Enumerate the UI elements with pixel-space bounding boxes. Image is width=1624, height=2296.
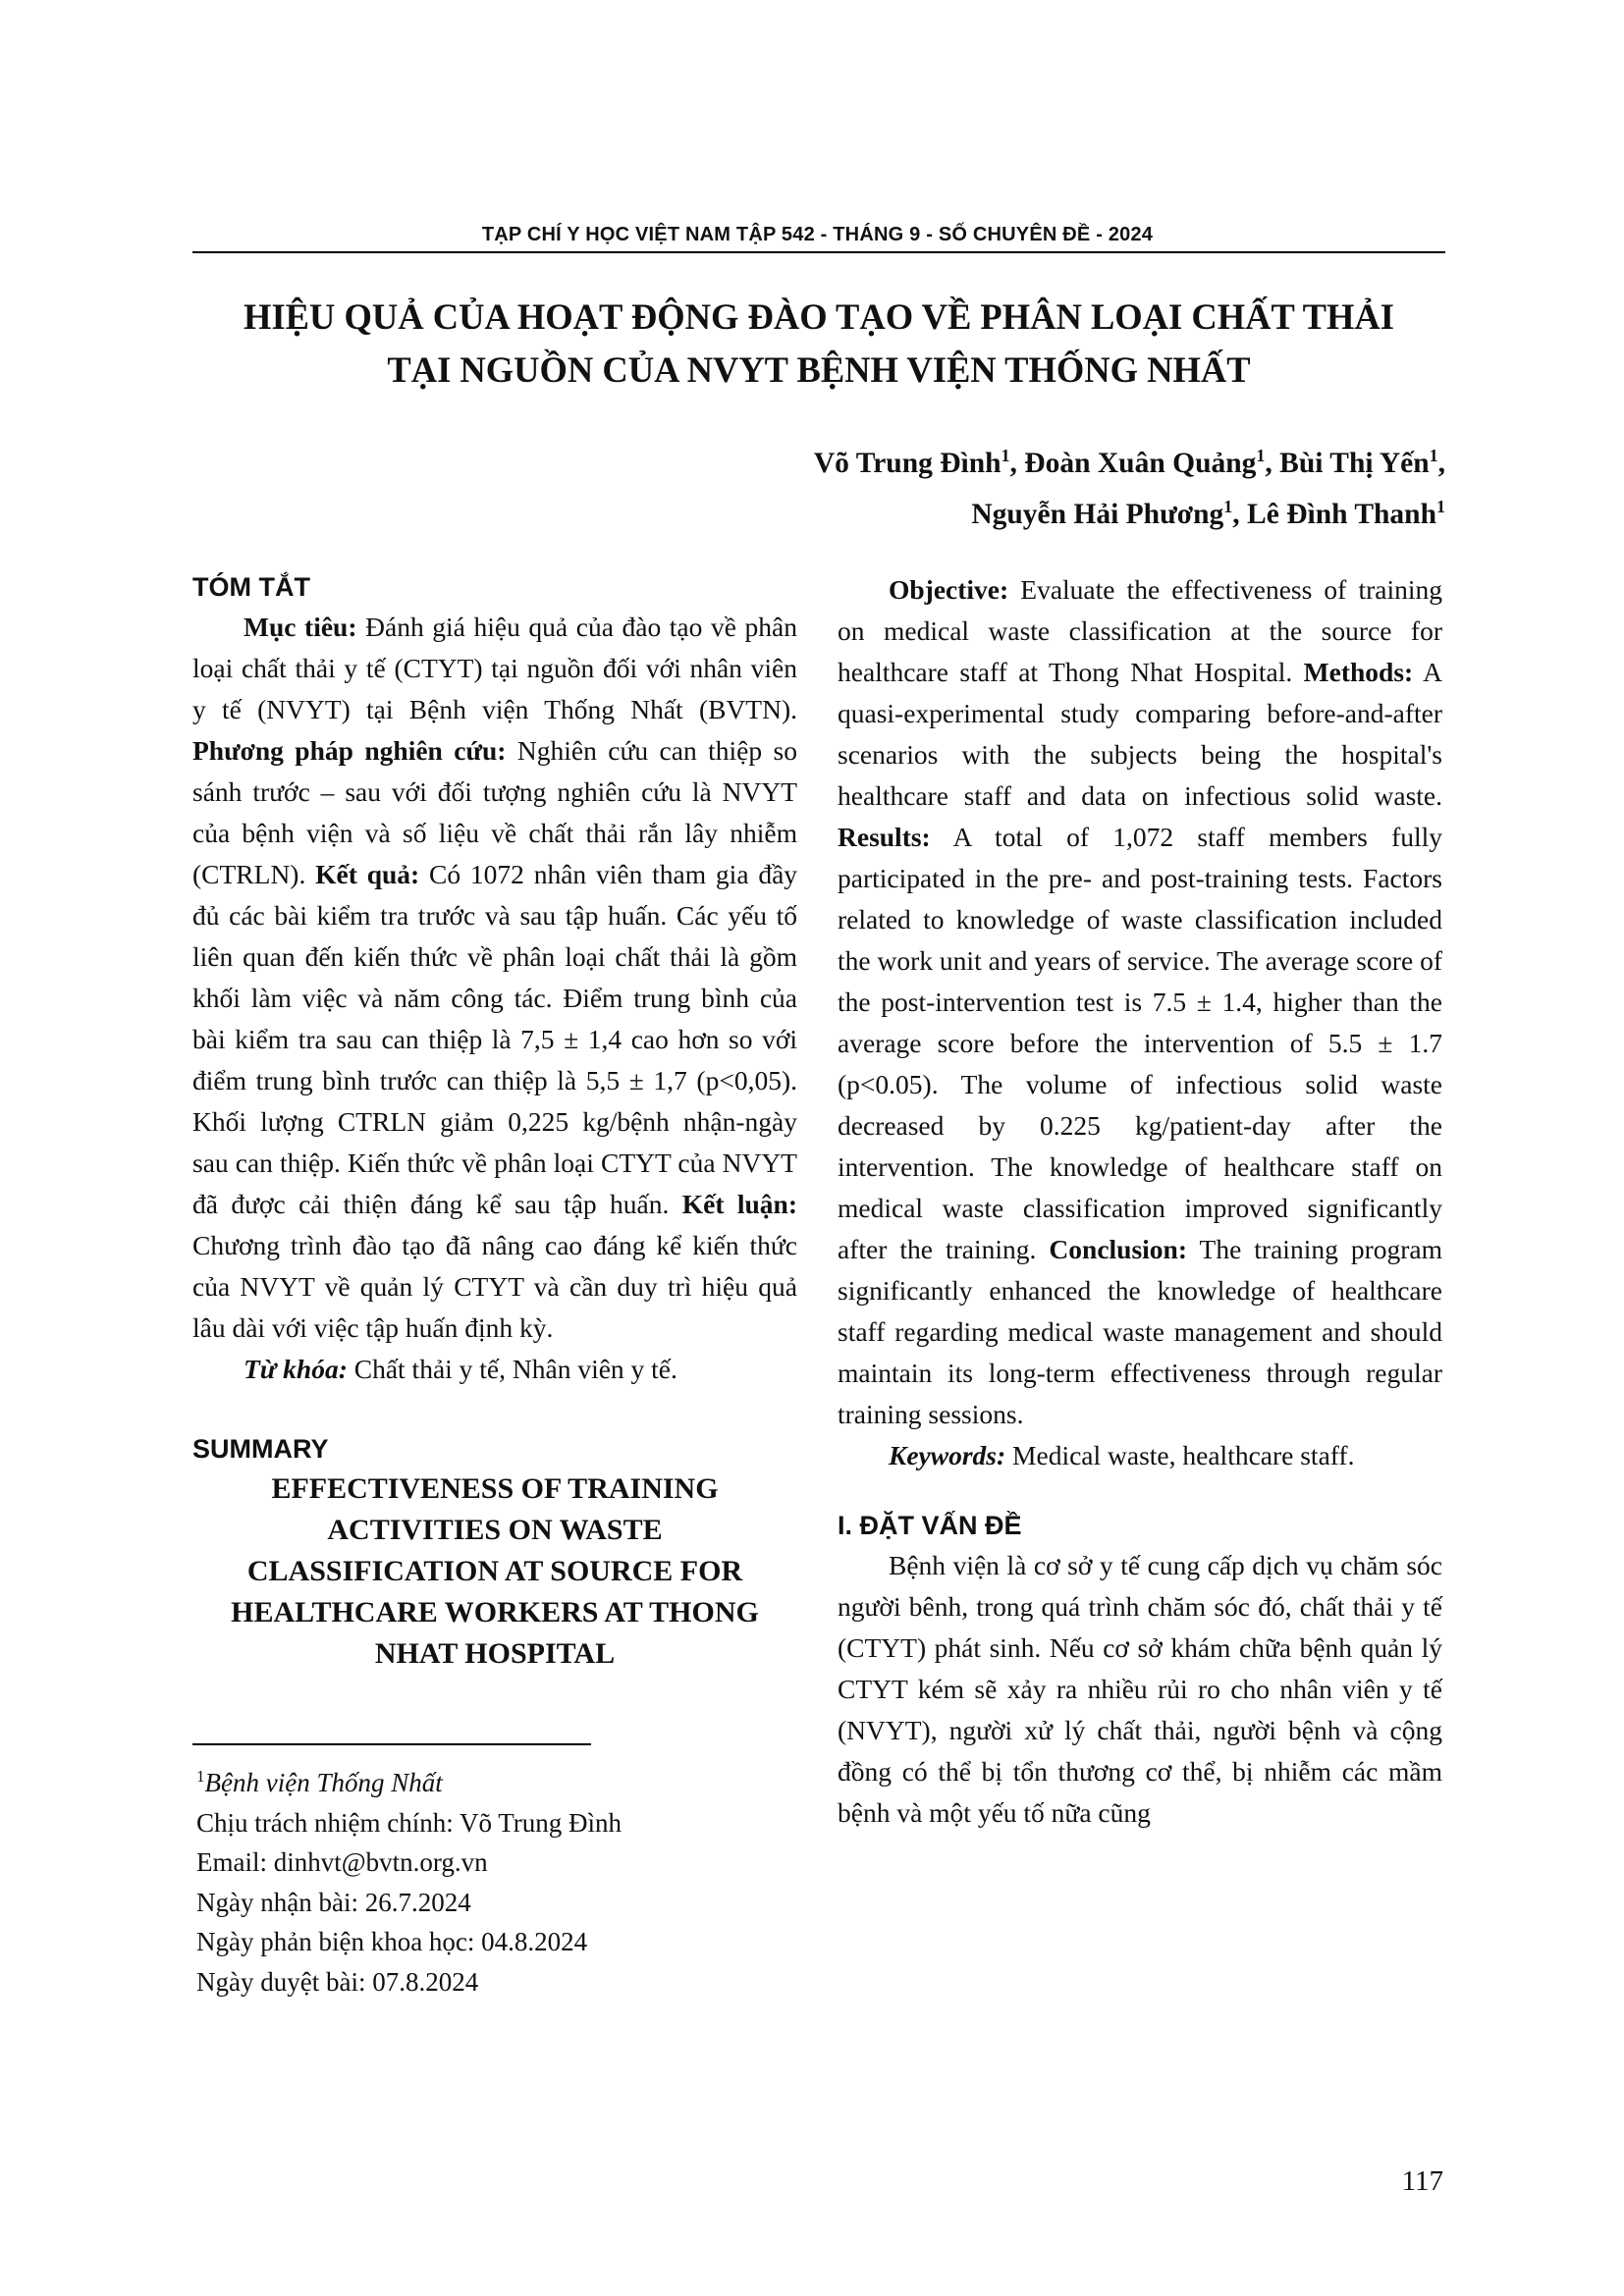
authors-line-1: Võ Trung Đình$^1$, Đoàn Xuân Quảng$^1$, Bùi Thị Yến$^1$,: [813, 446, 1445, 479]
abstract-vi-body: [192, 607, 797, 1349]
conclusion-text-en: The training program significantly enhanced the knowledge of healthcare staff regarding medical waste management and should maintain its long-term effectiveness through regular training sessions.: [838, 1234, 1443, 1429]
results-label-vi: Kết quả:: [315, 859, 420, 889]
abstract-vi-heading: TÓM TẮT: [192, 572, 310, 602]
affiliation-mark: 1: [1001, 446, 1010, 465]
received-date: Ngày nhận bài: 26.7.2024: [196, 1887, 471, 1917]
results-text-en: A total of 1,072 staff members fully participated in the pre- and post-training tests. Factors related to knowledge of waste classification included the work unit and years of service. The average score of the post-intervention test is 7.5 ± 1.4, higher than the average score before the intervention of 5.5 ± 1.7 (p<0.05). The volume of infectious solid waste decreased by 0.225 kg/patient-day after the intervention. The knowledge of healthcare staff on medical waste classification improved significantly after the training.: [838, 822, 1443, 1264]
keywords-label-vi: Từ khóa:: [244, 1354, 348, 1384]
section-1-heading: I. ĐẶT VẤN ĐỀ: [838, 1511, 1022, 1540]
summary-title-line-3: CLASSIFICATION AT SOURCE FOR: [246, 1555, 743, 1587]
author-name: Bùi Thị Yến: [1279, 447, 1430, 479]
authors-line-2: Nguyễn Hải Phương$^1$, Lê Đình Thanh$^1$: [971, 496, 1445, 530]
author-name: Nguyễn Hải Phương: [971, 498, 1224, 530]
summary-title-line-4: HEALTHCARE WORKERS AT THONG: [231, 1596, 759, 1629]
conclusion-label-en: Conclusion:: [1049, 1234, 1188, 1264]
keywords-text-vi: Chất thải y tế, Nhân viên y tế.: [353, 1354, 677, 1384]
affiliation-mark: 1: [196, 1767, 205, 1786]
right-column: [838, 569, 1442, 1834]
reviewed-date: Ngày phản biện khoa học: 04.8.2024: [196, 1927, 588, 1956]
methods-text-en: A quasi-experimental study comparing before-and-after scenarios with the subjects being the hospital's healthcare staff and data on infectious solid waste.: [838, 657, 1443, 811]
affiliation-mark: 1: [1429, 446, 1438, 465]
title-line-1: HIỆU QUẢ CỦA HOẠT ĐỘNG ĐÀO TẠO VỀ PHÂN LOẠI CHẤT THẢI: [244, 296, 1394, 337]
footnote-rule: [192, 1743, 591, 1745]
conclusion-text-vi: Chương trình đào tạo đã nâng cao đáng kể kiến thức của NVYT về quản lý CTYT và cần duy trì hiệu quả lâu dài với việc tập huấn định kỳ.: [192, 1230, 797, 1343]
affiliation-mark: 1: [1256, 446, 1266, 465]
author-name: Võ Trung Đình: [813, 447, 1001, 479]
corresponding-author: Chịu trách nhiệm chính: Võ Trung Đình: [196, 1807, 623, 1838]
keywords-label-en: Keywords:: [889, 1440, 1006, 1470]
keywords-vi: [192, 1349, 797, 1390]
author-name: Đoàn Xuân Quảng: [1024, 447, 1257, 479]
results-text-vi: Có 1072 nhân viên tham gia đầy đủ các bài kiểm tra trước và sau tập huấn. Các yếu tố liên quan đến kiến thức về phân loại chất thải là gồm khối làm việc và năm công tác. Điểm trung bình của bài kiểm tra sau can thiệp là 7,5 ± 1,4 cao hơn so với điểm trung bình trước can thiệp là 5,5 ± 1,7 (p<0,05). Khối lượng CTRLN giảm 0,225 kg/bệnh nhận-ngày sau can thiệp. Kiến thức về phân loại CTYT của NVYT đã được cải thiện đáng kể sau tập huấn.: [192, 859, 798, 1219]
email: Email: dinhvt@bvtn.org.vn: [196, 1847, 488, 1877]
accepted-date: Ngày duyệt bài: 07.8.2024: [196, 1966, 479, 1997]
conclusion-label-vi: Kết luận:: [681, 1189, 797, 1219]
keywords-en: [838, 1435, 1442, 1476]
methods-label-en: Methods:: [1303, 657, 1414, 687]
abstract-en-body: [838, 569, 1442, 1435]
footnotes: [196, 1757, 622, 2002]
affiliation-mark: 1: [1436, 496, 1445, 516]
summary-title-line-2: ACTIVITIES ON WASTE: [327, 1514, 663, 1546]
objective-text-vi: Đánh giá hiệu quả của đào tạo về phân loại chất thải y tế (CTYT) tại nguồn đối với nhân viên y tế (NVYT) tại Bệnh viện Thống Nhất (BVTN).: [192, 612, 798, 724]
author-list: [814, 434, 1445, 536]
objective-text-en: Evaluate the effectiveness of training on medical waste classification at the source for healthcare staff at Thong Nhat Hospital.: [838, 574, 1442, 687]
article-title: [192, 291, 1445, 397]
summary-title-line-1: EFFECTIVENESS OF TRAINING: [271, 1472, 719, 1505]
keywords-text-en: Medical waste, healthcare staff.: [1012, 1440, 1355, 1470]
methods-text-vi: Nghiên cứu can thiệp so sánh trước – sau với đối tượng nghiên cứu là NVYT của bệnh viện và số liệu về chất thải rắn lây nhiễm (CTRLN).: [192, 735, 798, 889]
summary-heading: SUMMARY: [192, 1434, 329, 1464]
left-column: [192, 567, 797, 1675]
section-1-body: Bệnh viện là cơ sở y tế cung cấp dịch vụ chăm sóc người bênh, trong quá trình chăm sóc đó, chất thải y tế (CTYT) phát sinh. Nếu cơ sở khám chữa bệnh quản lý CTYT kém sẽ xảy ra nhiều rủi ro cho nhân viên y tế (NVYT), người xử lý chất thải, người bệnh và cộng đồng có thể bị tổn thương cơ thể, bị nhiễm các mầm bệnh và một yếu tố nữa cũng: [838, 1550, 1442, 1828]
objective-label-en: Objective:: [889, 574, 1009, 605]
results-label-en: Results:: [838, 822, 931, 852]
page-number: 117: [1401, 2165, 1443, 2197]
running-head: TẠP CHÍ Y HỌC VIỆT NAM TẬP 542 - THÁNG 9 - SỐ CHUYÊN ĐỀ - 2024: [481, 224, 1154, 245]
summary-title-line-5: NHAT HOSPITAL: [374, 1637, 616, 1670]
methods-label-vi: Phương pháp nghiên cứu:: [192, 735, 507, 766]
affiliation-mark: 1: [1223, 496, 1233, 516]
affiliation-text: Bệnh viện Thống Nhất: [204, 1768, 443, 1797]
summary-title: [192, 1468, 797, 1675]
author-name: Lê Đình Thanh: [1247, 498, 1436, 530]
header-rule: [192, 251, 1445, 253]
title-line-2: TẠI NGUỒN CỦA NVYT BỆNH VIỆN THỐNG NHẤT: [387, 349, 1251, 390]
affiliation-footnote: [196, 1757, 622, 1803]
objective-label-vi: Mục tiêu:: [244, 612, 357, 642]
